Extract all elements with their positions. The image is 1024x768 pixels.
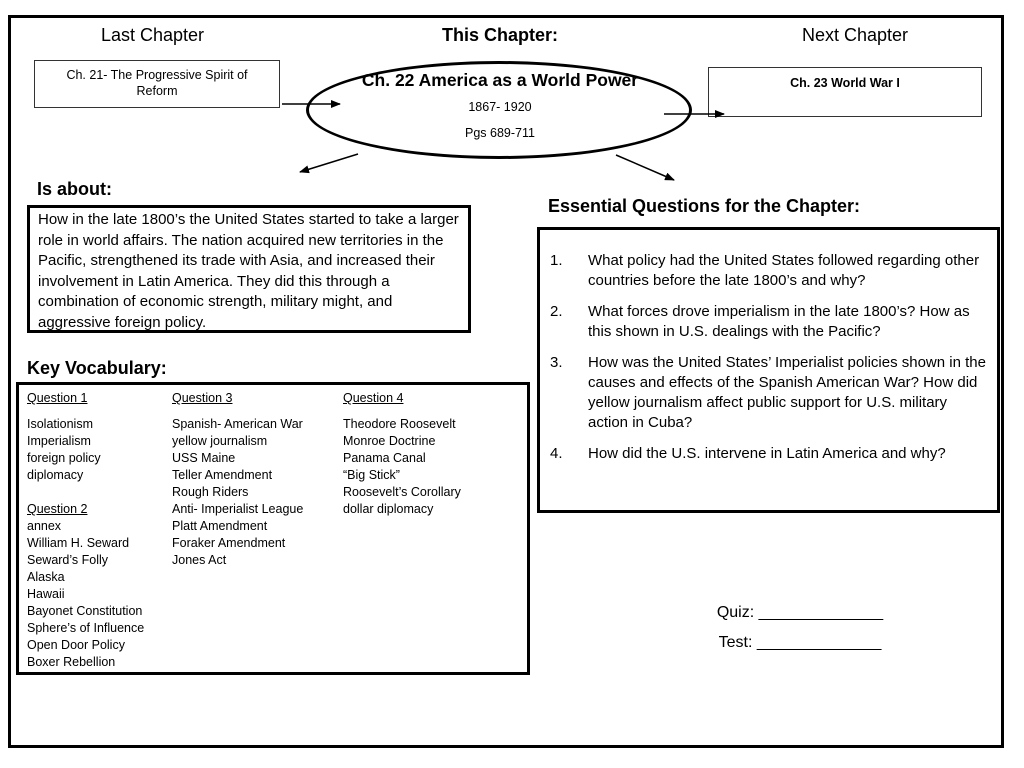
vocab-term: William H. Seward — [27, 536, 130, 550]
vocab-column-4 — [343, 390, 523, 518]
vocab-question-2-label: Question 2 — [27, 502, 88, 516]
essential-questions-list — [550, 251, 989, 464]
question-number: 2. — [550, 303, 563, 320]
this-chapter-pages: Pgs 689-711 — [465, 126, 535, 140]
vocab-question-1-label: Question 1 — [27, 391, 88, 405]
vocab-term: Foraker Amendment — [172, 536, 286, 550]
vocab-term: Seward’s Folly — [27, 553, 109, 567]
is-about-heading: Is about: — [37, 179, 112, 199]
vocab-term: Hawaii — [27, 587, 65, 601]
vocab-term: Bayonet Constitution — [27, 604, 143, 618]
essential-question-2 — [550, 302, 989, 342]
next-chapter-title: Ch. 23 World War I — [790, 76, 900, 90]
vocab-term: Teller Amendment — [172, 468, 273, 482]
vocab-term: Alaska — [27, 570, 65, 584]
question-number: 1. — [550, 252, 563, 269]
arrow-to-questions — [616, 155, 674, 180]
test-line: Test: ______________ — [718, 634, 882, 651]
vocab-term: Roosevelt’s Corollary — [343, 485, 461, 499]
vocab-term: yellow journalism — [172, 434, 268, 448]
question-text: What policy had the United States followed regarding other countries before the late 1800’s and why? — [588, 252, 980, 289]
essential-questions-heading: Essential Questions for the Chapter: — [548, 196, 861, 216]
arrow-to-is-about — [300, 154, 358, 172]
vocab-term: Isolationism — [27, 417, 93, 431]
vocab-question-3-label: Question 3 — [172, 391, 233, 405]
vocab-term: diplomacy — [27, 468, 84, 482]
last-chapter-label: Last Chapter — [100, 25, 205, 45]
next-chapter-label: Next Chapter — [801, 25, 909, 45]
question-number: 4. — [550, 445, 563, 462]
last-chapter-title: Ch. 21- The Progressive Spirit of Reform — [66, 68, 248, 98]
vocab-term: Monroe Doctrine — [343, 434, 436, 448]
vocab-term: Jones Act — [172, 553, 227, 567]
question-text: How was the United States’ Imperialist policies shown in the causes and effects of the Spanish American War? How did yellow journalism affect public support for U.S. military action in Cuba? — [588, 354, 986, 431]
vocab-question-4-label: Question 4 — [343, 391, 404, 405]
vocab-term: Panama Canal — [343, 451, 426, 465]
vocab-term: “Big Stick” — [343, 468, 400, 482]
vocab-column-1 — [27, 390, 167, 671]
question-number: 3. — [550, 354, 563, 371]
vocab-term: Imperialism — [27, 434, 91, 448]
vocab-column-3 — [172, 390, 338, 569]
question-text: How did the U.S. intervene in Latin America and why? — [588, 445, 946, 462]
vocab-term: Spanish- American War — [172, 417, 303, 431]
vocab-term: foreign policy — [27, 451, 101, 465]
essential-questions-box — [537, 227, 1000, 513]
vocab-term: USS Maine — [172, 451, 236, 465]
vocab-term: dollar diplomacy — [343, 502, 434, 516]
vocab-term: Theodore Roosevelt — [343, 417, 456, 431]
vocab-term: Sphere’s of Influence — [27, 621, 145, 635]
vocab-term: Rough Riders — [172, 485, 249, 499]
vocab-term: Anti- Imperialist League — [172, 502, 304, 516]
is-about-text: How in the late 1800’s the United States started to take a larger role in world affairs. The nation acquired new territories in the Pacific, strengthened its trade with Asia, and increased their involvement in Latin America. They did this through a combination of economic strength, military might, and aggressive foreign policy. — [38, 211, 459, 331]
key-vocabulary-heading: Key Vocabulary: — [27, 358, 167, 378]
this-chapter-label: This Chapter: — [441, 25, 558, 45]
vocab-term: Platt Amendment — [172, 519, 268, 533]
this-chapter-title: Ch. 22 America as a World Power — [361, 70, 639, 90]
quiz-line: Quiz: ______________ — [716, 604, 884, 621]
this-chapter-years: 1867- 1920 — [468, 100, 532, 114]
essential-question-3 — [550, 353, 989, 433]
essential-question-4 — [550, 444, 989, 464]
vocab-term: Open Door Policy — [27, 638, 125, 652]
vocab-term: annex — [27, 519, 62, 533]
vocab-term: Boxer Rebellion — [27, 655, 116, 669]
essential-question-1 — [550, 251, 989, 291]
question-text: What forces drove imperialism in the late 1800’s? How as this shown in U.S. dealings with the Pacific? — [588, 303, 970, 340]
is-about-box — [27, 205, 471, 333]
